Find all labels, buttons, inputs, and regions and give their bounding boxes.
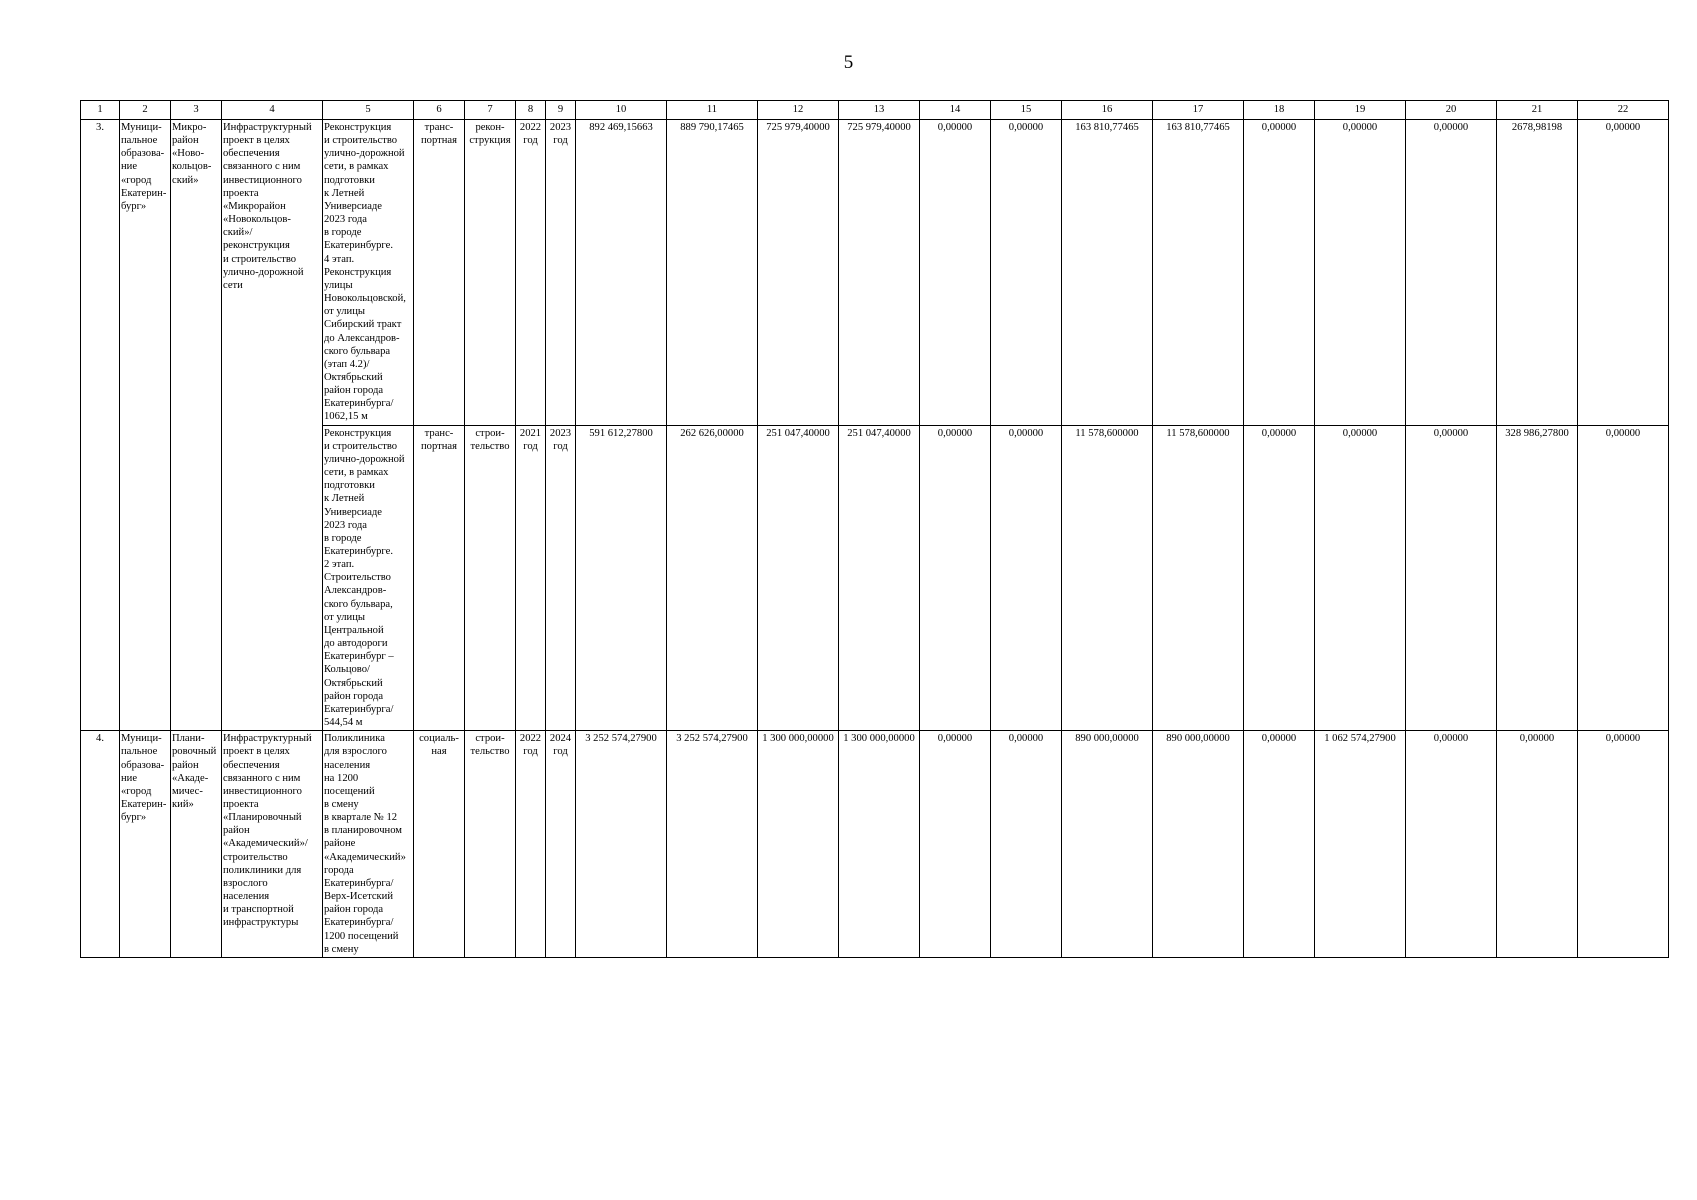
column-number: 10 [576, 101, 667, 120]
column-number: 9 [546, 101, 576, 120]
column-number: 21 [1497, 101, 1578, 120]
district-cell: Микро- район «Ново- кольцов- ский» [171, 120, 222, 731]
value-cell: 0,00000 [920, 120, 991, 426]
value-cell: 0,00000 [1244, 425, 1315, 731]
value-cell: 251 047,40000 [758, 425, 839, 731]
value-cell: 0,00000 [1406, 425, 1497, 731]
municipality-cell: Муници- пальное образова- ние «город Екатерин- бург» [120, 731, 171, 958]
column-number: 16 [1062, 101, 1153, 120]
column-number: 18 [1244, 101, 1315, 120]
value-cell: 0,00000 [991, 120, 1062, 426]
sphere-cell: транс- портная [414, 120, 465, 426]
value-cell: 1 062 574,27900 [1315, 731, 1406, 958]
value-cell: 0,00000 [1244, 120, 1315, 426]
table-row [81, 120, 1669, 426]
column-number: 15 [991, 101, 1062, 120]
column-number: 20 [1406, 101, 1497, 120]
value-cell: 889 790,17465 [667, 120, 758, 426]
value-cell: 0,00000 [1406, 120, 1497, 426]
project-cell: Инфраструктурный проект в целях обеспечения связанного с ним инвестиционного проекта «Микрорайон «Новокольцов- ский»/ реконструкция и строительство улично-дорожной сети [222, 120, 323, 731]
value-cell: 0,00000 [1578, 731, 1669, 958]
municipality-cell: Муници- пальное образова- ние «город Екатерин- бург» [120, 120, 171, 731]
column-number: 4 [222, 101, 323, 120]
column-number: 1 [81, 101, 120, 120]
value-cell: 0,00000 [920, 731, 991, 958]
value-cell: 0,00000 [920, 425, 991, 731]
page-number: 5 [843, 52, 854, 73]
value-cell: 0,00000 [1244, 731, 1315, 958]
object-name-cell: Реконструкция и строительство улично-дорожной сети, в рамках подготовки к Летней Универсиаде 2023 года в городе Екатеринбурге. 2 этап. Строительство Александров- ского бульвара, от улицы Центральной до автодороги Екатеринбург – Кольцово/ Октябрьский район города Екатеринбурга/ 544,54 м [323, 425, 414, 731]
value-cell: 890 000,00000 [1062, 731, 1153, 958]
value-cell: 163 810,77465 [1062, 120, 1153, 426]
work-type-cell: рекон- струкция [465, 120, 516, 426]
value-cell: 725 979,40000 [839, 120, 920, 426]
value-cell: 0,00000 [1578, 425, 1669, 731]
column-number: 7 [465, 101, 516, 120]
object-name-cell: Поликлиника для взрослого населения на 1200 посещений в смену в квартале № 12 в планировочном районе «Академический» города Екатеринбурга/ Верх-Исетский район города Екатеринбурга/ 1200 посещений в смену [323, 731, 414, 958]
value-cell: 0,00000 [1406, 731, 1497, 958]
column-number: 2 [120, 101, 171, 120]
value-cell: 0,00000 [1578, 120, 1669, 426]
value-cell: 328 986,27800 [1497, 425, 1578, 731]
value-cell: 3 252 574,27900 [667, 731, 758, 958]
investment-projects-table [80, 100, 1669, 958]
column-number-row [81, 101, 1669, 120]
value-cell: 892 469,15663 [576, 120, 667, 426]
end-year-cell: 2023 год [546, 425, 576, 731]
end-year-cell: 2023 год [546, 120, 576, 426]
value-cell: 2678,98198 [1497, 120, 1578, 426]
column-number: 11 [667, 101, 758, 120]
district-cell: Плани- ровочный район «Акаде- мичес- кий» [171, 731, 222, 958]
value-cell: 591 612,27800 [576, 425, 667, 731]
value-cell: 1 300 000,00000 [839, 731, 920, 958]
row-number: 4. [81, 731, 120, 958]
value-cell: 890 000,00000 [1153, 731, 1244, 958]
end-year-cell: 2024 год [546, 731, 576, 958]
value-cell: 725 979,40000 [758, 120, 839, 426]
column-number: 13 [839, 101, 920, 120]
value-cell: 0,00000 [991, 425, 1062, 731]
column-number: 12 [758, 101, 839, 120]
start-year-cell: 2022 год [516, 731, 546, 958]
value-cell: 1 300 000,00000 [758, 731, 839, 958]
value-cell: 251 047,40000 [839, 425, 920, 731]
sphere-cell: транс- портная [414, 425, 465, 731]
column-number: 17 [1153, 101, 1244, 120]
table-row [81, 731, 1669, 958]
value-cell: 11 578,600000 [1153, 425, 1244, 731]
value-cell: 0,00000 [1315, 120, 1406, 426]
column-number: 19 [1315, 101, 1406, 120]
start-year-cell: 2022 год [516, 120, 546, 426]
value-cell: 11 578,600000 [1062, 425, 1153, 731]
value-cell: 3 252 574,27900 [576, 731, 667, 958]
column-number: 5 [323, 101, 414, 120]
value-cell: 0,00000 [991, 731, 1062, 958]
work-type-cell: строи- тельство [465, 425, 516, 731]
column-number: 3 [171, 101, 222, 120]
value-cell: 163 810,77465 [1153, 120, 1244, 426]
row-number: 3. [81, 120, 120, 731]
project-cell: Инфраструктурный проект в целях обеспечения связанного с ним инвестиционного проекта «Планировочный район «Академический»/ строительство поликлиники для взрослого населения и транспортной инфраструктуры [222, 731, 323, 958]
object-name-cell: Реконструкция и строительство улично-дорожной сети, в рамках подготовки к Летней Универсиаде 2023 года в городе Екатеринбурге. 4 этап. Реконструкция улицы Новокольцовской, от улицы Сибирский тракт до Александров- ского бульвара (этап 4.2)/ Октябрьский район города Екатеринбурга/ 1062,15 м [323, 120, 414, 426]
value-cell: 0,00000 [1315, 425, 1406, 731]
start-year-cell: 2021 год [516, 425, 546, 731]
column-number: 22 [1578, 101, 1669, 120]
value-cell: 0,00000 [1497, 731, 1578, 958]
sphere-cell: социаль- ная [414, 731, 465, 958]
value-cell: 262 626,00000 [667, 425, 758, 731]
work-type-cell: строи- тельство [465, 731, 516, 958]
column-number: 14 [920, 101, 991, 120]
column-number: 6 [414, 101, 465, 120]
column-number: 8 [516, 101, 546, 120]
